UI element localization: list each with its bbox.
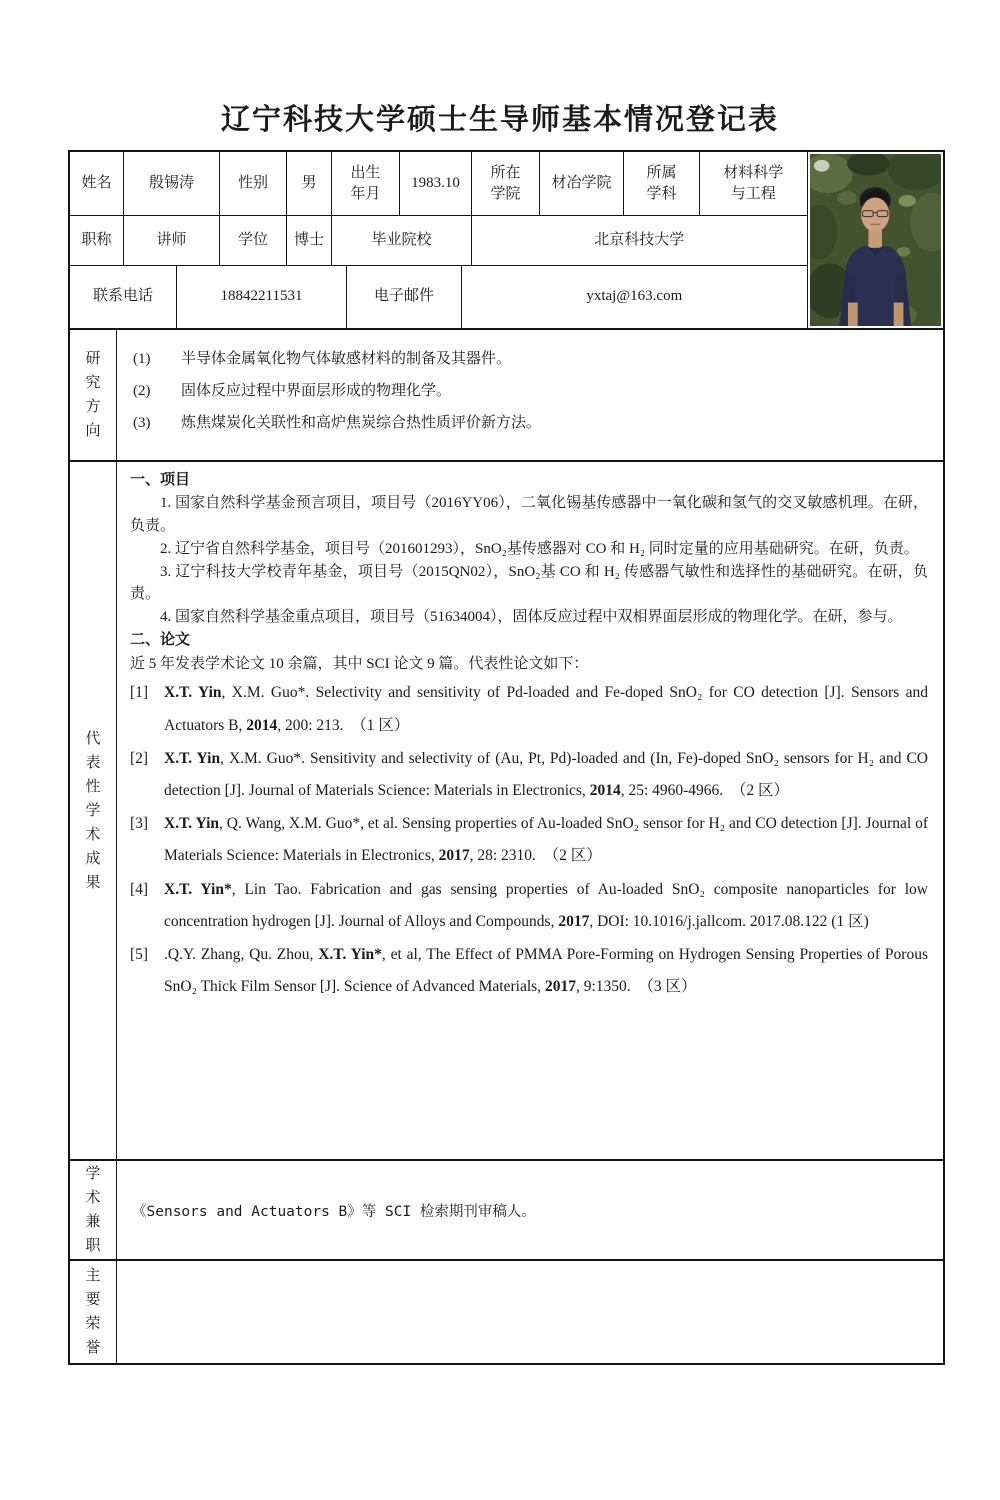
- major-honors-text: [117, 1261, 943, 1363]
- publication-item: [1] X.T. Yin, X.M. Guo*. Selectivity and sensitivity of Pd-loaded and Fe-doped SnO₂ for CO detection [J]. Sensors and Actuators B, 2014, 200: 213. （1 区）: [130, 684, 928, 734]
- gender-value: 男: [287, 152, 332, 215]
- publication-item: [3] X.T. Yin, Q. Wang, X.M. Guo*, et al. Sensing properties of Au-loaded SnO₂ sensor for H₂ and CO detection [J]. Journal of Materials Science: Materials in Electronics, 2017, 28: 2310. （2 区）: [130, 815, 928, 865]
- degree-label: 学位: [220, 216, 287, 265]
- college-label: 所在学院: [472, 152, 540, 215]
- row-title-degree: [70, 216, 807, 266]
- email-value: yxtaj@163.com: [586, 288, 683, 305]
- major-honors-heading: 主要荣誉: [70, 1261, 117, 1363]
- portrait-photo-illustration: [810, 154, 941, 326]
- papers-intro: 近 5 年发表学术论文 10 余篇，其中 SCI 论文 9 篇。代表性论文如下：: [130, 656, 589, 673]
- school-label: 毕业院校: [332, 216, 472, 265]
- academic-service-section: [70, 1159, 943, 1259]
- publication-list: [130, 677, 928, 1003]
- research-directions-heading: 研究方向: [70, 330, 117, 460]
- achievements-heading: 代表性学术成果: [70, 462, 117, 1159]
- research-directions-section: [70, 328, 943, 460]
- achievements-section: [70, 460, 943, 1159]
- college-value: 材冶学院: [540, 152, 624, 215]
- research-item: (2) 固体反应过程中界面层形成的物理化学。: [133, 383, 452, 399]
- email-label: 电子邮件: [347, 266, 462, 328]
- phone-label: 联系电话: [70, 266, 177, 328]
- major-honors-section: [70, 1259, 943, 1363]
- name-label: 姓名: [70, 152, 124, 215]
- row-contact: [70, 266, 807, 328]
- publication-item: [2] X.T. Yin, X.M. Guo*. Sensitivity and selectivity of (Au, Pt, Pd)-loaded and (In, Fe)-doped SnO₂ sensors for H₂ and CO detection [J]. Journal of Materials Science: Materials in Electronics, 2014, 25: 4960-4966. （2 区）: [130, 749, 928, 799]
- info-table: [68, 150, 945, 1365]
- projects-heading: 一、项目: [130, 472, 191, 488]
- research-item: (3) 炼焦煤炭化关联性和高炉焦炭综合热性质评价新方法。: [133, 415, 542, 431]
- academic-service-text: 《Sensors and Actuators B》等 SCI 检索期刊审稿人。: [132, 1203, 536, 1220]
- project-list: [130, 492, 928, 629]
- jobtitle-label: 职称: [70, 216, 124, 265]
- phone-value: 18842211531: [177, 266, 347, 328]
- project-item: 1. 国家自然科学基金预言项目，项目号（2016YY06），二氧化锡基传感器中一氧化碳和氢气的交叉敏感机理。在研，负责。: [130, 495, 928, 535]
- project-item: 3. 辽宁科技大学校青年基金，项目号（2015QN02），SnO₂基 CO 和 H₂ 传感器气敏性和选择性的基础研究。在研，负责。: [130, 563, 928, 603]
- basic-info-block: [70, 152, 943, 328]
- supervisor-photo: [807, 152, 943, 328]
- jobtitle-value: 讲师: [124, 216, 220, 265]
- research-items: [117, 330, 943, 460]
- project-item: 4. 国家自然科学基金重点项目，项目号（51634004），固体反应过程中双相界面层形成的物理化学。在研，参与。: [160, 609, 903, 626]
- discipline-label: 所属学科: [624, 152, 700, 215]
- project-item: 2. 辽宁省自然科学基金，项目号（201601293），SnO₂基传感器对 CO 和 H₂ 同时定量的应用基础研究。在研，负责。: [160, 540, 919, 557]
- publication-item: [5] .Q.Y. Zhang, Qu. Zhou, X.T. Yin*, et al, The Effect of PMMA Pore-Forming on Hydrogen Sensing Properties of Porous SnO₂ Thick Film Sensor [J]. Science of Advanced Materials, 2017, 9:1350. （3 区）: [130, 946, 928, 996]
- birth-value: 1983.10: [400, 152, 472, 215]
- form-title: 辽宁科技大学硕士生导师基本情况登记表: [220, 104, 779, 136]
- school-value: 北京科技大学: [594, 231, 685, 248]
- degree-value: 博士: [287, 216, 332, 265]
- gender-label: 性别: [220, 152, 287, 215]
- research-item: (1) 半导体金属氧化物气体敏感材料的制备及其器件。: [133, 351, 512, 367]
- name-value: 殷锡涛: [124, 152, 220, 215]
- publication-item: [4] X.T. Yin*, Lin Tao. Fabrication and gas sensing properties of Au-loaded SnO₂ composite nanoparticles for low concentration hydrogen [J]. Journal of Alloys and Compounds, 2017, DOI: 10.1016/j.jallcom. 2017.08.122 (1 区): [130, 880, 928, 930]
- birth-label: 出生年月: [332, 152, 400, 215]
- row-identity: [70, 152, 807, 216]
- papers-heading: 二、论文: [130, 632, 191, 649]
- discipline-value: 材料科学与工程: [723, 165, 784, 202]
- academic-service-heading: 学术兼职: [70, 1161, 117, 1259]
